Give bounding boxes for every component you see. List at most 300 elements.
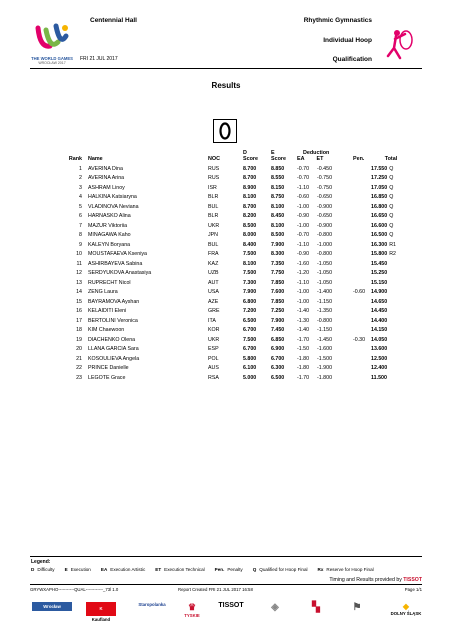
total-value: 14.150 — [371, 327, 388, 334]
cell-rank: 11 — [76, 260, 82, 267]
cell-name: ASHRAM Linoy — [88, 184, 125, 191]
cell-noc: BUL — [208, 203, 219, 210]
cell-name: AVERINA Arina — [88, 175, 125, 182]
total-value: 17.550 — [371, 165, 388, 172]
cell-et: -1.050 — [317, 279, 333, 286]
cell-ea: -1.00 — [297, 289, 310, 296]
cell-name: PRINCE Danielle — [88, 365, 129, 372]
cell-ea: -1.80 — [297, 365, 310, 372]
cell-total — [371, 240, 411, 250]
col-e-score — [271, 144, 297, 164]
cell-name: MAZUR Viktoriia — [88, 222, 128, 229]
cell-ea: -1.80 — [297, 355, 310, 362]
cell-et: -0.900 — [317, 222, 333, 229]
total-value: 16.800 — [371, 203, 388, 210]
cell-noc: UZB — [208, 270, 219, 277]
cell-pen — [353, 221, 371, 231]
sponsor-kaufland — [86, 602, 116, 622]
cell-total — [371, 221, 411, 231]
table-row — [58, 164, 411, 174]
cell-e: 8.550 — [271, 175, 285, 182]
cell-e: 7.600 — [271, 289, 285, 296]
cell-total — [371, 193, 411, 203]
cell-pen — [353, 174, 371, 184]
cell-e: 7.900 — [271, 241, 285, 248]
qualification-mark: Q — [389, 232, 394, 239]
cell-et: -1.400 — [317, 289, 333, 296]
hoop-apparatus-icon — [213, 119, 237, 143]
qualification-mark: Q — [389, 165, 394, 172]
table-header-row — [58, 144, 411, 164]
cell-name: BERTOLINI Veronica — [88, 317, 138, 324]
cell-noc: BLR — [208, 194, 219, 201]
cell-rank: 22 — [76, 365, 82, 372]
legend-key: ET — [155, 567, 162, 572]
cell-et: -1.500 — [317, 355, 333, 362]
sponsor-tissot-label: TISSOT — [218, 602, 244, 609]
table-row — [58, 364, 411, 374]
total-value: 14.650 — [371, 298, 388, 305]
table-row — [58, 193, 411, 203]
cell-rank: 10 — [76, 251, 82, 258]
cell-rank: 9 — [79, 241, 82, 248]
cell-pen — [353, 269, 371, 279]
cell-rank: 17 — [76, 317, 82, 324]
col-noc: NOC — [208, 156, 220, 162]
col-rank: Rank — [68, 156, 82, 162]
cell-ea: -1.70 — [297, 336, 310, 343]
cell-noc: POL — [208, 355, 219, 362]
ministry-sport-icon: ⚑ — [352, 602, 362, 613]
cell-d: 8.400 — [243, 241, 257, 248]
cell-noc: UKR — [208, 222, 220, 229]
table-row — [58, 212, 411, 222]
cell-noc: AZE — [208, 298, 219, 305]
timing-text: Timing and Results provided by — [329, 577, 402, 583]
cell-pen — [353, 231, 371, 241]
sponsor-dolny-slask-label: DOLNY ŚLĄSK — [390, 611, 422, 616]
sport-name: Rhythmic Gymnastics — [303, 17, 372, 24]
kaufland-icon: K — [86, 602, 116, 616]
sponsor-tissot — [210, 602, 252, 609]
cell-total — [371, 288, 411, 298]
cell-name: RUPRECHT Nicol — [88, 279, 131, 286]
document-code: GRYWXAPHO-----------QUAL------------_73l 1.0 — [30, 587, 119, 592]
col-d: D — [243, 150, 247, 156]
total-value: 14.400 — [371, 317, 388, 324]
total-value: 14.450 — [371, 308, 388, 315]
cell-total — [371, 231, 411, 241]
cell-name: ASHIRBAYEVA Sabina — [88, 260, 143, 267]
cell-rank: 7 — [79, 222, 82, 229]
cell-ea: -0.90 — [297, 213, 310, 220]
cell-e: 7.750 — [271, 270, 285, 277]
cell-et: -0.800 — [317, 232, 333, 239]
dolny-slask-icon: ◆ — [402, 602, 410, 611]
cell-total — [371, 316, 411, 326]
cell-et: -1.350 — [317, 308, 333, 315]
cell-e: 7.350 — [271, 260, 285, 267]
cell-noc: GRE — [208, 308, 220, 315]
cell-et: -1.000 — [317, 241, 333, 248]
cell-noc: BLR — [208, 213, 219, 220]
qualification-mark: Q — [389, 222, 394, 229]
table-row — [58, 183, 411, 193]
cell-et: -1.900 — [317, 365, 333, 372]
legend-text: Difficulty — [37, 567, 55, 572]
cell-d: 5.800 — [243, 355, 257, 362]
header-rule — [30, 68, 422, 69]
cell-d: 6.100 — [243, 365, 257, 372]
cell-d: 6.800 — [243, 298, 257, 305]
cell-d: 7.200 — [243, 308, 257, 315]
cell-total — [371, 164, 411, 174]
cell-rank: 6 — [79, 213, 82, 220]
cell-et: -0.650 — [317, 194, 333, 201]
cell-noc: JPN — [208, 232, 219, 239]
cell-et: -1.150 — [317, 327, 333, 334]
qualification-mark: R2 — [389, 251, 396, 258]
total-value: 15.450 — [371, 260, 388, 267]
cell-ea: -1.30 — [297, 317, 310, 324]
cell-pen — [353, 297, 371, 307]
cell-d: 8.100 — [243, 194, 257, 201]
cell-name: MINAGAWA Kaho — [88, 232, 131, 239]
cell-d: 7.500 — [243, 336, 257, 343]
cell-ea: -1.40 — [297, 327, 310, 334]
cell-noc: ESP — [208, 346, 219, 353]
col-ea: EA — [297, 156, 305, 162]
total-value: 17.050 — [371, 184, 388, 191]
cell-ea: -0.90 — [297, 251, 310, 258]
cell-name: KOSOULIEVA Angela — [88, 355, 140, 362]
cell-ea: -1.50 — [297, 346, 310, 353]
qualification-mark: Q — [389, 194, 394, 201]
legend-items — [31, 567, 384, 572]
table-row — [58, 316, 411, 326]
tyskie-crest-icon: ♛ — [187, 602, 197, 612]
total-value: 14.900 — [371, 289, 388, 296]
cell-et: -0.750 — [317, 175, 333, 182]
ministry-logo-icon: ▚ — [312, 602, 320, 613]
cell-d: 8.700 — [243, 203, 257, 210]
table-row — [58, 307, 411, 317]
table-row — [58, 259, 411, 269]
cell-e: 8.100 — [271, 203, 285, 210]
cell-noc: RUS — [208, 165, 220, 172]
cell-ea: -1.70 — [297, 374, 310, 381]
cell-et: -0.750 — [317, 184, 333, 191]
total-value: 15.800 — [371, 251, 388, 258]
table-row — [58, 326, 411, 336]
cell-rank: 14 — [76, 289, 82, 296]
cell-d: 8.200 — [243, 213, 257, 220]
timing-credit — [329, 577, 422, 583]
cell-noc: AUS — [208, 365, 219, 372]
total-value: 14.050 — [371, 336, 388, 343]
cell-ea: -0.60 — [297, 194, 310, 201]
cell-noc: KOR — [208, 327, 220, 334]
table-row — [58, 240, 411, 250]
cell-d: 8.100 — [243, 260, 257, 267]
cell-pen — [353, 183, 371, 193]
legend-key: Rx — [317, 567, 324, 572]
cell-pen — [353, 259, 371, 269]
cell-et: -1.150 — [317, 298, 333, 305]
cell-total — [371, 326, 411, 336]
cell-pen — [353, 164, 371, 174]
cell-d: 8.700 — [243, 175, 257, 182]
sponsor-tyskie-label: TYSKIE — [184, 613, 200, 618]
sponsor-ministry-1 — [262, 602, 288, 613]
legend-title: Legend: — [31, 559, 51, 565]
cell-e: 6.300 — [271, 365, 285, 372]
qualification-mark: R1 — [389, 241, 396, 248]
cell-noc: AUT — [208, 279, 219, 286]
legend-key: D — [31, 567, 35, 572]
col-deduction — [297, 144, 353, 164]
legend-text: Reserve for Hoop Final — [326, 567, 374, 572]
cell-rank: 5 — [79, 203, 82, 210]
cell-pen — [353, 316, 371, 326]
cell-total — [371, 354, 411, 364]
total-value: 16.500 — [371, 232, 388, 239]
table-row — [58, 288, 411, 298]
cell-name: ZENG Laura — [88, 289, 118, 296]
cell-total — [371, 364, 411, 374]
table-row — [58, 250, 411, 260]
cell-noc: USA — [208, 289, 219, 296]
sponsor-wroclaw — [32, 602, 72, 611]
table-row — [58, 297, 411, 307]
venue-name: Centennial Hall — [90, 17, 137, 24]
cell-e: 7.450 — [271, 327, 285, 334]
cell-e: 8.150 — [271, 184, 285, 191]
cell-total — [371, 307, 411, 317]
total-value: 16.650 — [371, 213, 388, 220]
cell-total — [371, 345, 411, 355]
qualification-mark: Q — [389, 175, 394, 182]
cell-total — [371, 174, 411, 184]
cell-e: 8.500 — [271, 232, 285, 239]
results-table — [58, 144, 411, 383]
qualification-mark: Q — [389, 184, 394, 191]
table-row — [58, 345, 411, 355]
cell-ea: -0.70 — [297, 232, 310, 239]
cell-pen — [353, 345, 371, 355]
cell-e: 7.850 — [271, 298, 285, 305]
ministry-crest-icon: ◈ — [271, 602, 279, 613]
cell-et: -1.600 — [317, 346, 333, 353]
cell-pen — [353, 212, 371, 222]
cell-rank: 15 — [76, 298, 82, 305]
cell-name: KALEYN Boryana — [88, 241, 131, 248]
cell-ea: -1.10 — [297, 184, 310, 191]
cell-ea: -1.00 — [297, 298, 310, 305]
total-value: 16.850 — [371, 194, 388, 201]
page-number: Page 1/1 — [404, 587, 422, 592]
cell-name: AVERINA Dina — [88, 165, 123, 172]
cell-rank: 1 — [79, 165, 82, 172]
col-e: E — [271, 150, 275, 156]
cell-ea: -1.20 — [297, 270, 310, 277]
cell-pen: -0.60 — [353, 289, 366, 296]
cell-e: 6.500 — [271, 374, 285, 381]
cell-et: -0.800 — [317, 317, 333, 324]
cell-e: 8.750 — [271, 194, 285, 201]
sponsor-staropolanka — [130, 602, 174, 607]
cell-d: 5.000 — [243, 374, 257, 381]
legend-key: Q — [252, 567, 257, 572]
cell-rank: 13 — [76, 279, 82, 286]
cell-e: 6.850 — [271, 336, 285, 343]
cell-rank: 18 — [76, 327, 82, 334]
cell-ea: -1.10 — [297, 279, 310, 286]
total-value: 16.300 — [371, 241, 388, 248]
phase-name: Qualification — [332, 56, 372, 63]
total-value: 16.600 — [371, 222, 388, 229]
cell-pen — [353, 373, 371, 383]
cell-name: VLADINOVA Neviana — [88, 203, 139, 210]
cell-ea: -1.10 — [297, 241, 310, 248]
world-games-logo — [32, 20, 72, 54]
cell-rank: 21 — [76, 355, 82, 362]
cell-rank: 19 — [76, 336, 82, 343]
total-value: 12.500 — [371, 355, 388, 362]
cell-et: -0.650 — [317, 213, 333, 220]
cell-et: -1.050 — [317, 260, 333, 267]
sponsor-wroclaw-label: Wrocław — [32, 602, 72, 611]
cell-noc: KAZ — [208, 260, 219, 267]
cell-e: 7.900 — [271, 317, 285, 324]
cell-d: 6.700 — [243, 327, 257, 334]
qualification-mark: Q — [389, 203, 394, 210]
sponsor-staropolanka-label: Staropolanka — [138, 602, 166, 607]
table-row — [58, 174, 411, 184]
cell-total — [371, 212, 411, 222]
total-value: 13.600 — [371, 346, 388, 353]
cell-et: -0.800 — [317, 251, 333, 258]
cell-pen — [353, 364, 371, 374]
cell-name: LEGOTE Grace — [88, 374, 126, 381]
cell-total — [371, 335, 411, 345]
legend-text: Execution Artistic — [110, 567, 146, 572]
cell-pen — [353, 326, 371, 336]
col-d-sub: Score — [243, 156, 258, 162]
cell-total — [371, 250, 411, 260]
table-row — [58, 269, 411, 279]
total-value: 11.500 — [371, 374, 387, 381]
cell-d: 7.500 — [243, 270, 257, 277]
total-value: 17.250 — [371, 175, 388, 182]
logo-text: THE WORLD GAMES — [31, 56, 73, 61]
cell-total — [371, 373, 411, 383]
cell-rank: 3 — [79, 184, 82, 191]
cell-d: 7.300 — [243, 279, 257, 286]
event-date: FRI 21 JUL 2017 — [80, 56, 118, 62]
cell-rank: 23 — [76, 374, 82, 381]
cell-e: 8.300 — [271, 251, 285, 258]
page-title: Results — [211, 81, 241, 90]
sponsor-ministry-3 — [342, 602, 372, 613]
col-e-sub: Score — [271, 156, 286, 162]
cell-et: -1.800 — [317, 374, 333, 381]
sponsor-ministry-2 — [304, 602, 328, 613]
col-et: ET — [316, 156, 324, 162]
cell-e: 7.850 — [271, 279, 285, 286]
event-name: Individual Hoop — [323, 37, 372, 44]
table-row — [58, 231, 411, 241]
qualification-mark: Q — [389, 213, 394, 220]
cell-noc: UKR — [208, 336, 220, 343]
cell-rank: 12 — [76, 270, 82, 277]
cell-noc: ITA — [208, 317, 216, 324]
col-pen: Pen. — [353, 156, 365, 162]
cell-d: 8.900 — [243, 184, 257, 191]
cell-total — [371, 269, 411, 279]
cell-name: HARNASKO Alina — [88, 213, 131, 220]
report-created: Report Created FRI 21 JUL 2017 16:58 — [178, 587, 253, 592]
cell-name: BAYRAMOVA Ayshan — [88, 298, 140, 305]
cell-ea: -1.60 — [297, 260, 310, 267]
sponsor-tyskie — [178, 602, 206, 618]
cell-noc: BUL — [208, 241, 219, 248]
cell-pen: -0.30 — [353, 336, 366, 343]
cell-pen — [353, 278, 371, 288]
cell-d: 7.500 — [243, 251, 257, 258]
cell-total — [371, 202, 411, 212]
cell-d: 8.700 — [243, 165, 257, 172]
cell-ea: -0.70 — [297, 175, 310, 182]
cell-total — [371, 259, 411, 269]
cell-name: MOUSTAFAEVA Kseniya — [88, 251, 147, 258]
legend-key: EA — [100, 567, 108, 572]
cell-rank: 4 — [79, 194, 82, 201]
table-row — [58, 354, 411, 364]
cell-d: 6.500 — [243, 317, 257, 324]
sponsor-kaufland-label: Kaufland — [91, 617, 111, 622]
cell-name: SERDYUKOVA Anastasiya — [88, 270, 152, 277]
cell-et: -1.050 — [317, 270, 333, 277]
col-total: Total — [384, 156, 398, 162]
sponsor-dolny-slask — [390, 602, 422, 616]
col-d-score — [243, 144, 271, 164]
cell-e: 6.900 — [271, 346, 285, 353]
cell-rank: 8 — [79, 232, 82, 239]
legend-text: Penalty — [227, 567, 243, 572]
col-name: Name — [88, 156, 103, 162]
legend-key: Pen. — [214, 567, 225, 572]
table-row — [58, 278, 411, 288]
legend-text: Execution Technical — [164, 567, 205, 572]
cell-d: 6.700 — [243, 346, 257, 353]
cell-pen — [353, 250, 371, 260]
cell-et: -1.450 — [317, 336, 333, 343]
cell-et: -0.450 — [317, 165, 333, 172]
cell-total — [371, 183, 411, 193]
col-deduction-label: Deduction — [303, 150, 330, 156]
cell-ea: -0.70 — [297, 165, 310, 172]
cell-rank: 16 — [76, 308, 82, 315]
cell-ea: -1.00 — [297, 222, 310, 229]
cell-e: 6.700 — [271, 355, 285, 362]
cell-noc: RSA — [208, 374, 219, 381]
cell-e: 8.100 — [271, 222, 285, 229]
cell-name: HALKINA Katsiaryna — [88, 194, 137, 201]
cell-e: 8.450 — [271, 213, 285, 220]
cell-d: 8.000 — [243, 232, 257, 239]
total-value: 15.250 — [371, 270, 388, 277]
